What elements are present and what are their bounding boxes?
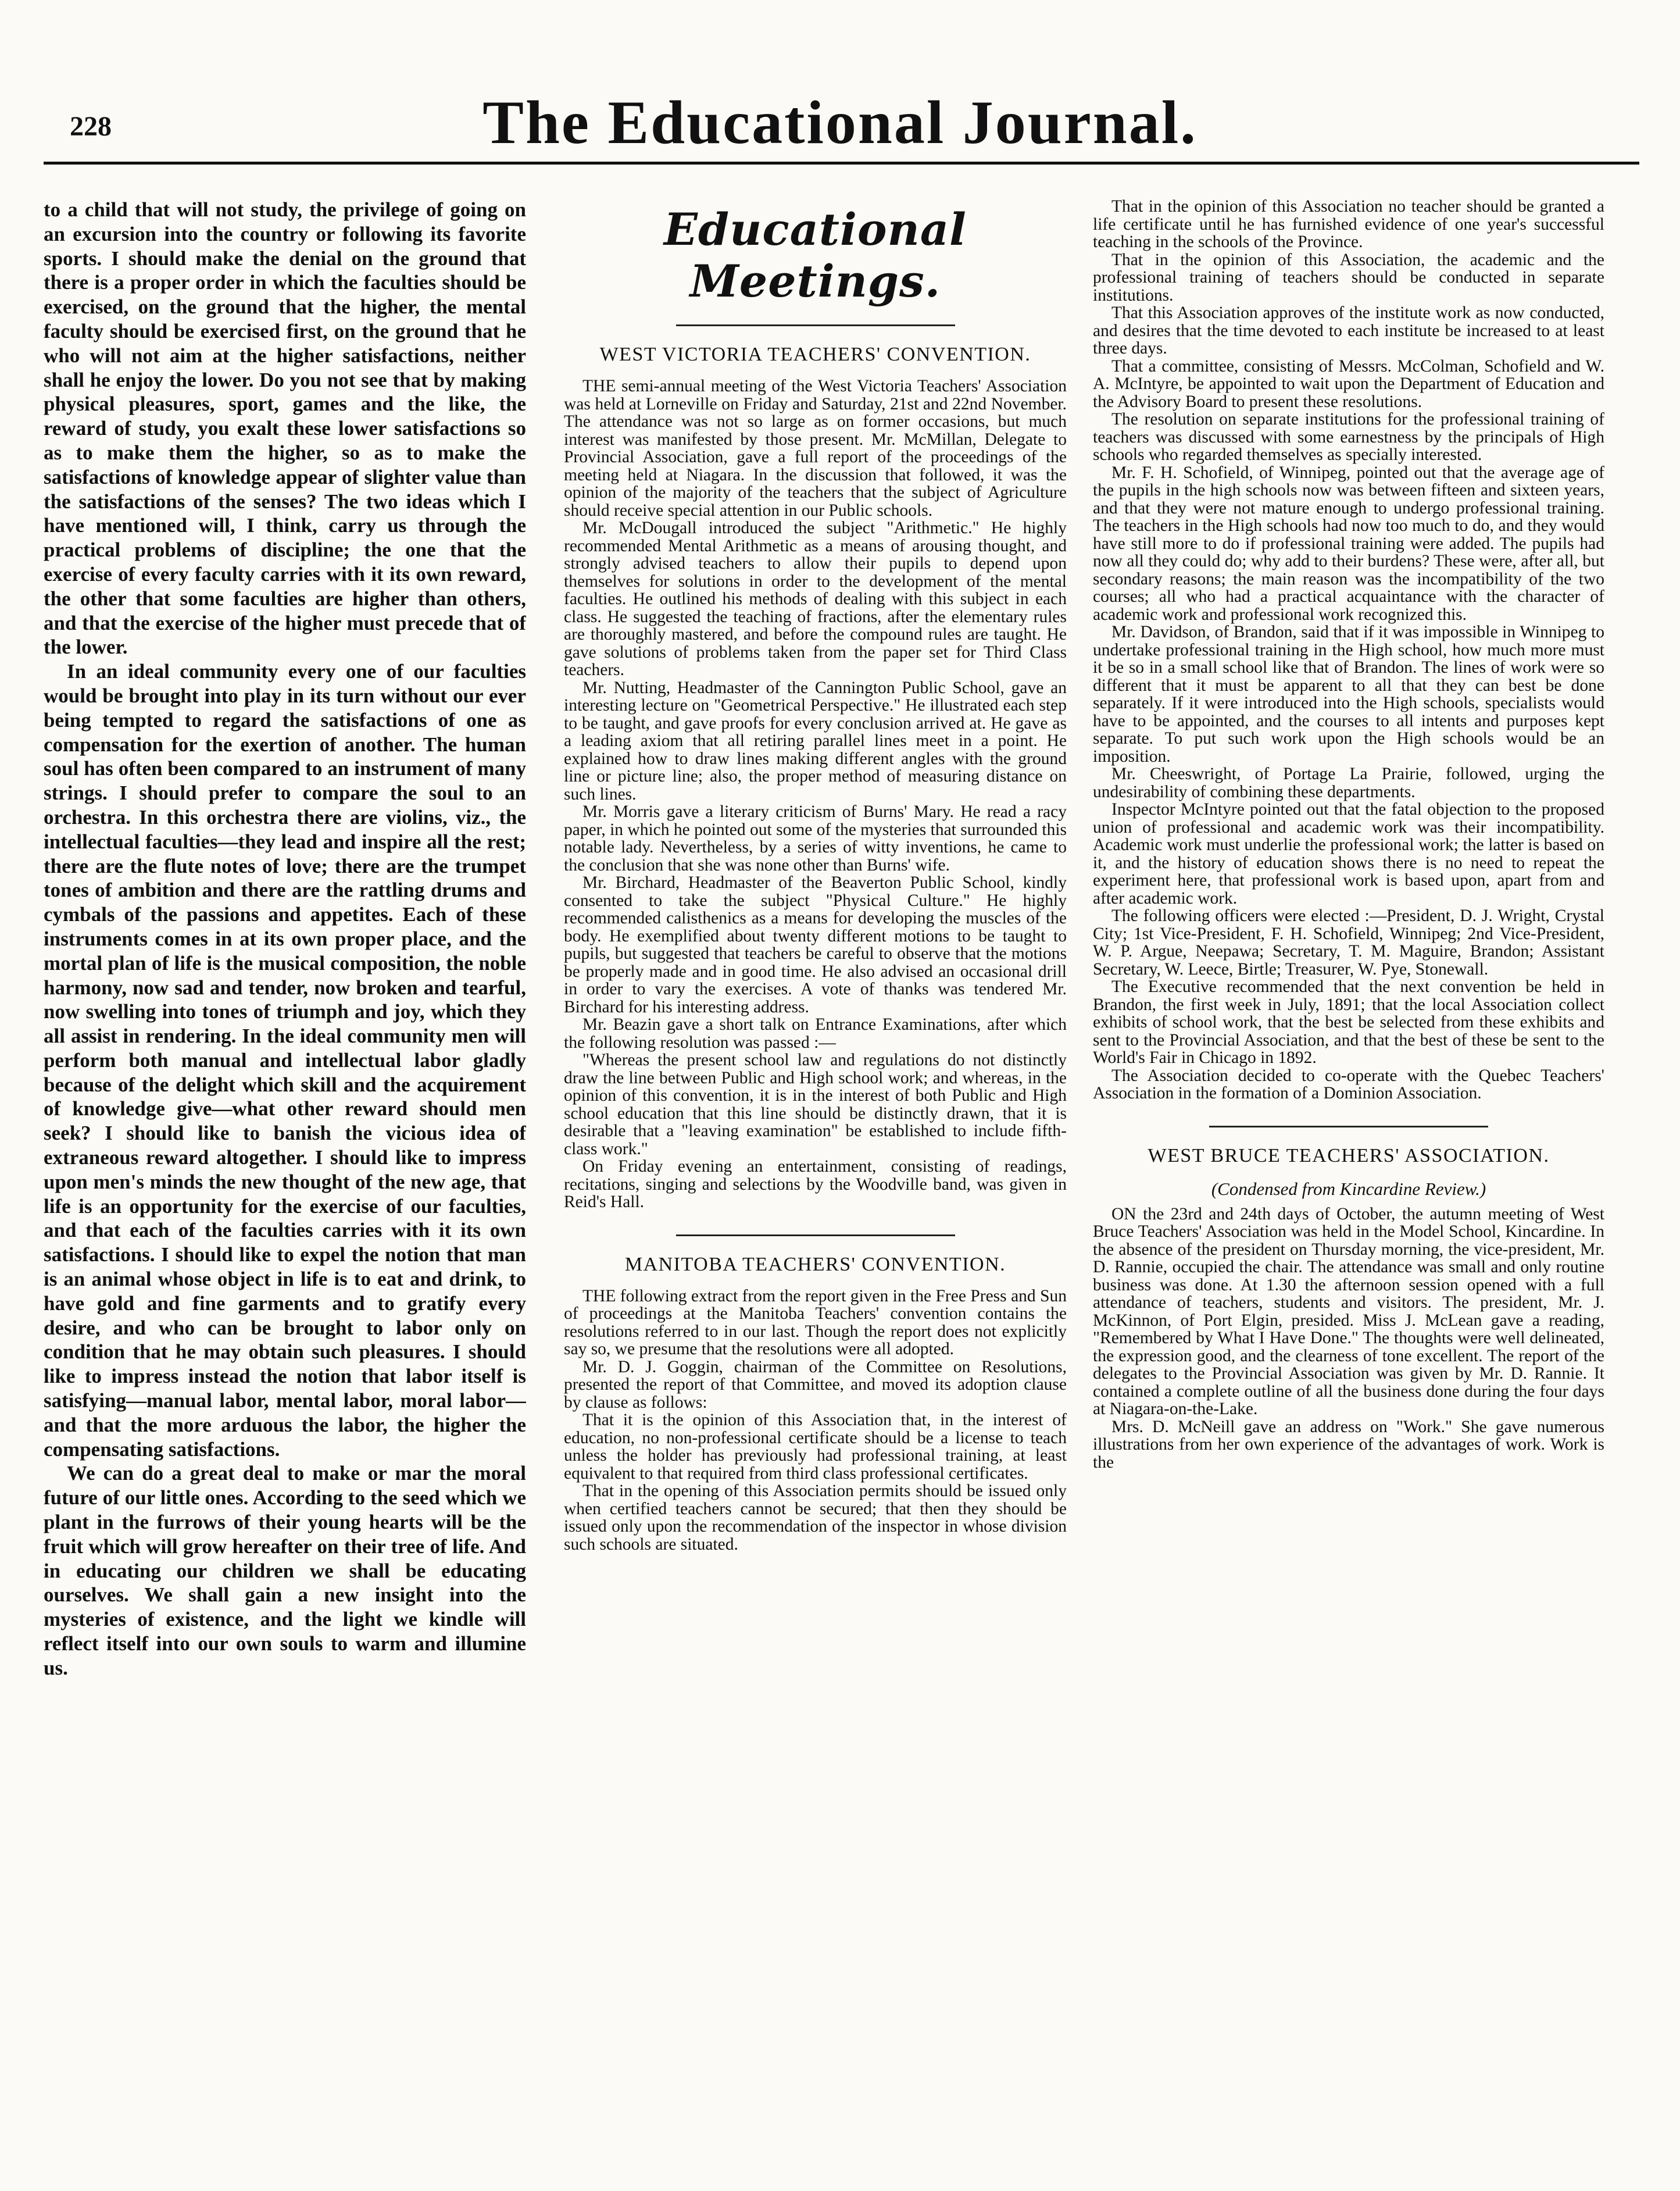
paragraph: Mrs. D. McNeill gave an address on "Work." She gave numerous illustrations from her own experience of the advantages of work. Work is the <box>1093 1417 1604 1472</box>
paragraph: The Executive recommended that the next convention be held in Brandon, the first week in July, 1891; that the local Association collect exhibits of school work, that the best be selected from these exhibits and sent to the Provincial Association, and that the best of these be sent to the World's Fair in Chicago in 1892. <box>1093 977 1604 1067</box>
page-number: 228 <box>70 111 112 142</box>
paragraph: The Association decided to co-operate with the Quebec Teachers' Association in the formation of a Dominion Association. <box>1093 1066 1604 1102</box>
paragraph: That a committee, consisting of Messrs. McColman, Schofield and W. A. McIntyre, be appointed to wait upon the Department of Education and the Advisory Board to present these resolutions. <box>1093 356 1604 411</box>
paragraph: The following officers were elected :—President, D. J. Wright, Crystal City; 1st Vice-President, F. H. Schofield, Winnipeg; 2nd Vice-President, W. P. Argue, Neepawa; Secretary, T. M. Maguire, Brandon; Assistant Secretary, W. Leece, Birtle; Treasurer, W. Pye, Stonewall. <box>1093 907 1604 979</box>
paragraph: Mr. F. H. Schofield, of Winnipeg, pointed out that the average age of the pupils in the high schools now was between fifteen and sixteen years, and that they were not mature enough to undergo professional training. The teachers in the High schools had now too much to do, and they would have still more to do if professional training were added. The pupils had now all they could do; why add to their burdens? These were, after all, but secondary reasons; the main reason was the incompatibility of the two courses; all who had a practical acquaintance with the character of academic work and professional work recognized this. <box>1093 463 1604 624</box>
paragraph: Mr. Nutting, Headmaster of the Cannington Public School, gave an interesting lecture on "Geometrical Perspective." He illustrated each step to be taught, and gave proofs for every conclusion arrived at. He gave as a leading axiom that all retiring parallel lines meet in a point. He explained how to draw lines making different angles with the ground line or picture line; also, the proper method of measuring distance on such lines. <box>564 678 1067 804</box>
paragraph: That in the opinion of this Association no teacher should be granted a life certificate until he has furnished evidence of one year's successful teaching in the schools of the Province. <box>1093 198 1604 251</box>
column-middle <box>564 198 1067 2169</box>
divider <box>676 1234 955 1236</box>
page-header <box>35 87 1645 157</box>
divider <box>676 324 955 326</box>
paragraph: ON the 23rd and 24th days of October, the autumn meeting of West Bruce Teachers' Association was held in the Model School, Kincardine. In the absence of the president on Thursday morning, the vice-president, Mr. D. Rannie, occupied the chair. The attendance was small and only routine business was done. At 1.30 the afternoon session opened with a full attendance of teachers, students and visitors. The president, Mr. J. McKinnon, of Port Elgin, presided. Miss J. McLean gave a reading, "Remembered by What I Have Done." The thoughts were well delineated, the expression good, and the clearness of tone excellent. The report of the delegates to the Provincial Association was given by Mr. D. Rannie. It contained a complete outline of all the business done during the four days at Niagara-on-the-Lake. <box>1093 1204 1604 1418</box>
paragraph: "Whereas the present school law and regulations do not distinctly draw the line between Public and High school work; and whereas, in the opinion of this convention, it is in the interest of both Public and High school education that this line should be distinctly drawn, that it is desirable that a "leaving examination" be established to include fifth-class work." <box>564 1051 1067 1158</box>
paragraph: We can do a great deal to make or mar the moral future of our little ones. According to the seed which we plant in the furrows of their young hearts will be the fruit which will grow hereafter on their tree of life. And in educating our children we shall be educating ourselves. We shall gain a new insight into the mysteries of existence, and the light we kindle will reflect itself into our own souls to warm and illumine us. <box>44 1462 526 1679</box>
paragraph: Mr. McDougall introduced the subject "Arithmetic." He highly recommended Mental Arithmetic as a means of arousing thought, and strongly advised teachers to allow their pupils to depend upon themselves for solutions in order to the development of the mental faculties. He outlined his methods of dealing with this subject in each class. He suggested the teaching of fractions, after the elementary rules are thoroughly mastered, and before the compound rules are taught. He gave solutions of problems taken from the paper set for Third Class teachers. <box>564 519 1067 679</box>
article-heading-west-victoria: WEST VICTORIA TEACHERS' CONVENTION. <box>599 344 1031 365</box>
paragraph: That in the opening of this Association permits should be issued only when certified teachers cannot be secured; that then they should be issued only upon the recommendation of the inspector in whose division such schools are situated. <box>564 1482 1067 1554</box>
paragraph: to a child that will not study, the privilege of going on an excursion into the country or following its favorite sports. I should make the denial on the ground that there is a proper order in which the faculties should be exercised, on the ground that the higher, the mental faculty should be exercised first, on the ground that he who will not aim at the higher satisfactions, neither shall he enjoy the lower. Do you not see that by making physical pleasures, sport, games and the like, the reward of study, you exalt these lower satisfactions so as to make them the higher, so as to make the satisfactions of knowledge appear of slighter value than the satisfactions of the senses? The two ideas which I have mentioned will, I think, carry us through the practical problems of discipline; the one that the exercise of every faculty carries with it its own reward, the other that some faculties are higher than others, and that the exercise of the higher must precede that of the lower. <box>44 198 526 659</box>
paragraph: THE semi-annual meeting of the West Victoria Teachers' Association was held at Lorneville on Friday and Saturday, 21st and 22nd November. The attendance was not so large as on former occasions, but much interest was manifested by those present. Mr. McMillan, Delegate to Provincial Association, gave a full report of the proceedings of the meeting held at Niagara. In the discussion that followed, it was the opinion of the majority of the teachers that the subject of Agriculture should receive special attention in our Public schools. <box>564 377 1067 520</box>
paragraph: That in the opinion of this Association, the academic and the professional training of teachers should be conducted in separate institutions. <box>1093 250 1604 305</box>
paragraph: The resolution on separate institutions for the professional training of teachers was discussed with some earnestness by the principals of High schools who regarded themselves as specially interested. <box>1093 410 1604 464</box>
spacer <box>1093 1102 1604 1126</box>
paragraph: Mr. Birchard, Headmaster of the Beaverton Public School, kindly consented to take the subject "Physical Culture." He highly recommended calisthenics as a means for developing the muscles of the body. He exemplified about twenty different motions to be taught to pupils, but suggested that teachers be careful to observe that the motions be properly made and in good time. He also advised an occasional drill in order to vary the exercises. A vote of thanks was tendered Mr. Birchard for his interesting address. <box>564 873 1067 1016</box>
section-title: Educational Meetings. <box>664 204 967 307</box>
paragraph: Mr. Cheeswright, of Portage La Prairie, followed, urging the undesirability of combining these departments. <box>1093 765 1604 801</box>
header-rule <box>44 162 1639 165</box>
spacer <box>564 1211 1067 1234</box>
paragraph: THE following extract from the report given in the Free Press and Sun of proceedings at the Manitoba Teachers' convention contains the resolutions referred to in our last. Though the report does not explicitly say so, we presume that the resolutions were all adopted. <box>564 1286 1067 1358</box>
paragraph: In an ideal community every one of our faculties would be brought into play in its turn without our ever being tempted to regard the satisfactions of one as compensation for the exertion of another. The human soul has often been compared to an instrument of many strings. I should prefer to compare the soul to an orchestra. In this orchestra there are violins, viz., the intellectual faculties—they lead and inspire all the rest; there are the flute notes of love; there are the trumpet tones of ambition and there are the rattling drums and cymbals of the passions and appetites. Each of these instruments comes in at its own proper place, and the mortal plan of life is the musical composition, the noble harmony, now sad and tender, now broken and tearful, now swelling into tones of triumph and joy, which they all assist in rendering. In the ideal community men will perform both manual and intellectual labor gladly because of the delight which skill and the acquirement of knowledge give—what other reward should men seek? I should like to banish the vicious idea of extraneous reward altogether. I should like to impress upon men's minds the new thought of the new age, that life is an opportunity for the exercise of our faculties, and that each of the faculties carries with it its own satisfactions. I should like to expel the notion that man is an animal whose object in life is to eat and drink, to have gold and fine garments and to gratify every desire, and who can be brought to labor only on condition that he may obtain such pleasures. I should like to impress instead the notion that labor itself is satisfying—manual labor, mental labor, moral labor—and that the more arduous the labor, the higher the compensating satisfactions. <box>44 660 526 1461</box>
article-heading-west-bruce: WEST BRUCE TEACHERS' ASSOCIATION. <box>1148 1144 1550 1166</box>
paragraph: Mr. Beazin gave a short talk on Entrance Examinations, after which the following resolution was passed :— <box>564 1015 1067 1052</box>
paragraph: Mr. Morris gave a literary criticism of Burns' Mary. He read a racy paper, in which he pointed out some of the mysteries that surrounded this notable lady. Nevertheless, by a series of witty inventions, he came to the conclusion that she was none other than Burns' wife. <box>564 802 1067 875</box>
column-right <box>1093 198 1604 2169</box>
column-left <box>44 198 526 2169</box>
paragraph: On Friday evening an entertainment, consisting of readings, recitations, singing and selections by the Woodville band, was given in Reid's Hall. <box>564 1157 1067 1211</box>
journal-title: The Educational Journal. <box>482 88 1198 156</box>
divider <box>1209 1126 1488 1127</box>
article-subheading: (Condensed from Kincardine Review.) <box>1211 1178 1486 1199</box>
paragraph: That this Association approves of the institute work as now conducted, and desires that the time devoted to each institute be increased to at least three days. <box>1093 304 1604 358</box>
paragraph: That it is the opinion of this Association that, in the interest of education, no non-professional certificate should be a license to teach unless the holder has previously had professional training, at least equivalent to that required from third class professional certificates. <box>564 1411 1067 1483</box>
paragraph: Mr. Davidson, of Brandon, said that if it was impossible in Winnipeg to undertake professional training in the High school, how much more must it be so in a small school like that of Brandon. The lines of work were so different that it must be apparent to all that they can best be done separately. If it were introduced into the High schools, specialists would have to be appointed, and the courses to all intents and purposes kept separate. To put such work upon the High schools would be an imposition. <box>1093 623 1604 766</box>
paragraph: Inspector McIntyre pointed out that the fatal objection to the proposed union of professional and academic work was their incompatibility. Academic work must underlie the professional work; the latter is based on it, and the history of education shows there is no need to repeat the experiment here, that professional work is based upon, apart from and after academic work. <box>1093 800 1604 908</box>
paragraph: Mr. D. J. Goggin, chairman of the Committee on Resolutions, presented the report of that Committee, and moved its adoption clause by clause as follows: <box>564 1357 1067 1412</box>
article-heading-manitoba: MANITOBA TEACHERS' CONVENTION. <box>624 1253 1006 1275</box>
